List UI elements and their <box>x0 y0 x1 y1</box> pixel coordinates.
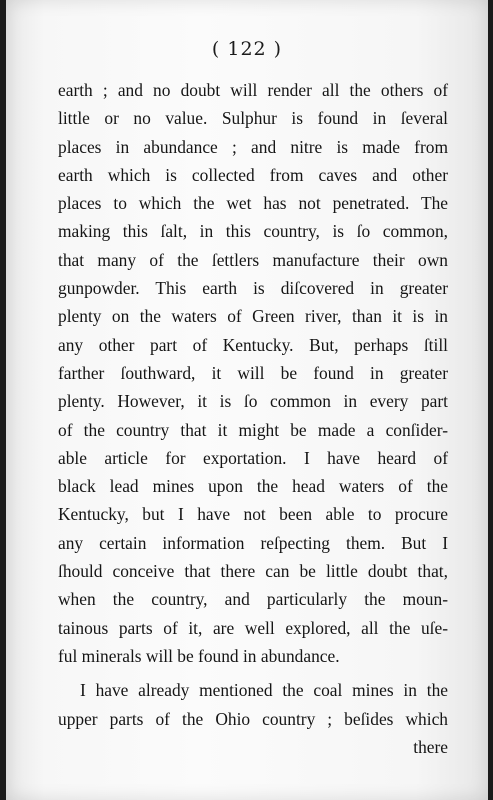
text-line: of the country that it might be made a conſider- <box>58 419 448 440</box>
text-line: plenty on the waters of Green river, than it is in <box>58 306 448 327</box>
paragraph-1 <box>58 76 448 670</box>
text-line: any other part of Kentucky. But, perhaps ſtill <box>58 334 448 355</box>
body-text <box>58 76 448 761</box>
text-line: upper parts of the Ohio country ; beſides which <box>58 708 448 729</box>
text-line: places to which the wet has not penetrated. The <box>58 193 448 214</box>
text-line: little or no value. Sulphur is found in ſeveral <box>58 108 448 129</box>
book-page <box>6 0 488 800</box>
text-line: Kentucky, but I have not been able to procure <box>58 504 448 525</box>
text-line: I have already mentioned the coal mines in the <box>80 680 448 701</box>
text-line: ful minerals will be found in abundance. <box>58 645 340 666</box>
text-line: earth ; and no doubt will render all the others of <box>58 80 448 100</box>
text-line: ſhould conceive that there can be little doubt that, <box>58 561 448 582</box>
text-line: when the country, and particularly the moun- <box>58 589 448 610</box>
text-line: gunpowder. This earth is diſcovered in greater <box>58 278 448 299</box>
text-line: farther ſouthward, it will be found in greater <box>58 362 448 383</box>
page-number: ( 122 ) <box>211 38 283 60</box>
text-line: any certain information reſpecting them. But I <box>58 532 448 553</box>
text-line: places in abundance ; and nitre is made from <box>58 136 448 157</box>
text-line: that many of the ſettlers manufacture their own <box>58 249 448 270</box>
text-line: able article for exportation. I have heard of <box>58 447 448 468</box>
text-line: black lead mines upon the head waters of the <box>58 476 448 497</box>
text-line: earth which is collected from caves and other <box>58 164 448 185</box>
paragraph-2 <box>58 676 448 761</box>
text-line: tainous parts of it, are well explored, all the uſe- <box>58 617 448 638</box>
catchword: there <box>413 736 448 757</box>
text-line: making this ſalt, in this country, is ſo common, <box>58 221 448 242</box>
text-line: plenty. However, it is ſo common in every part <box>58 391 448 412</box>
